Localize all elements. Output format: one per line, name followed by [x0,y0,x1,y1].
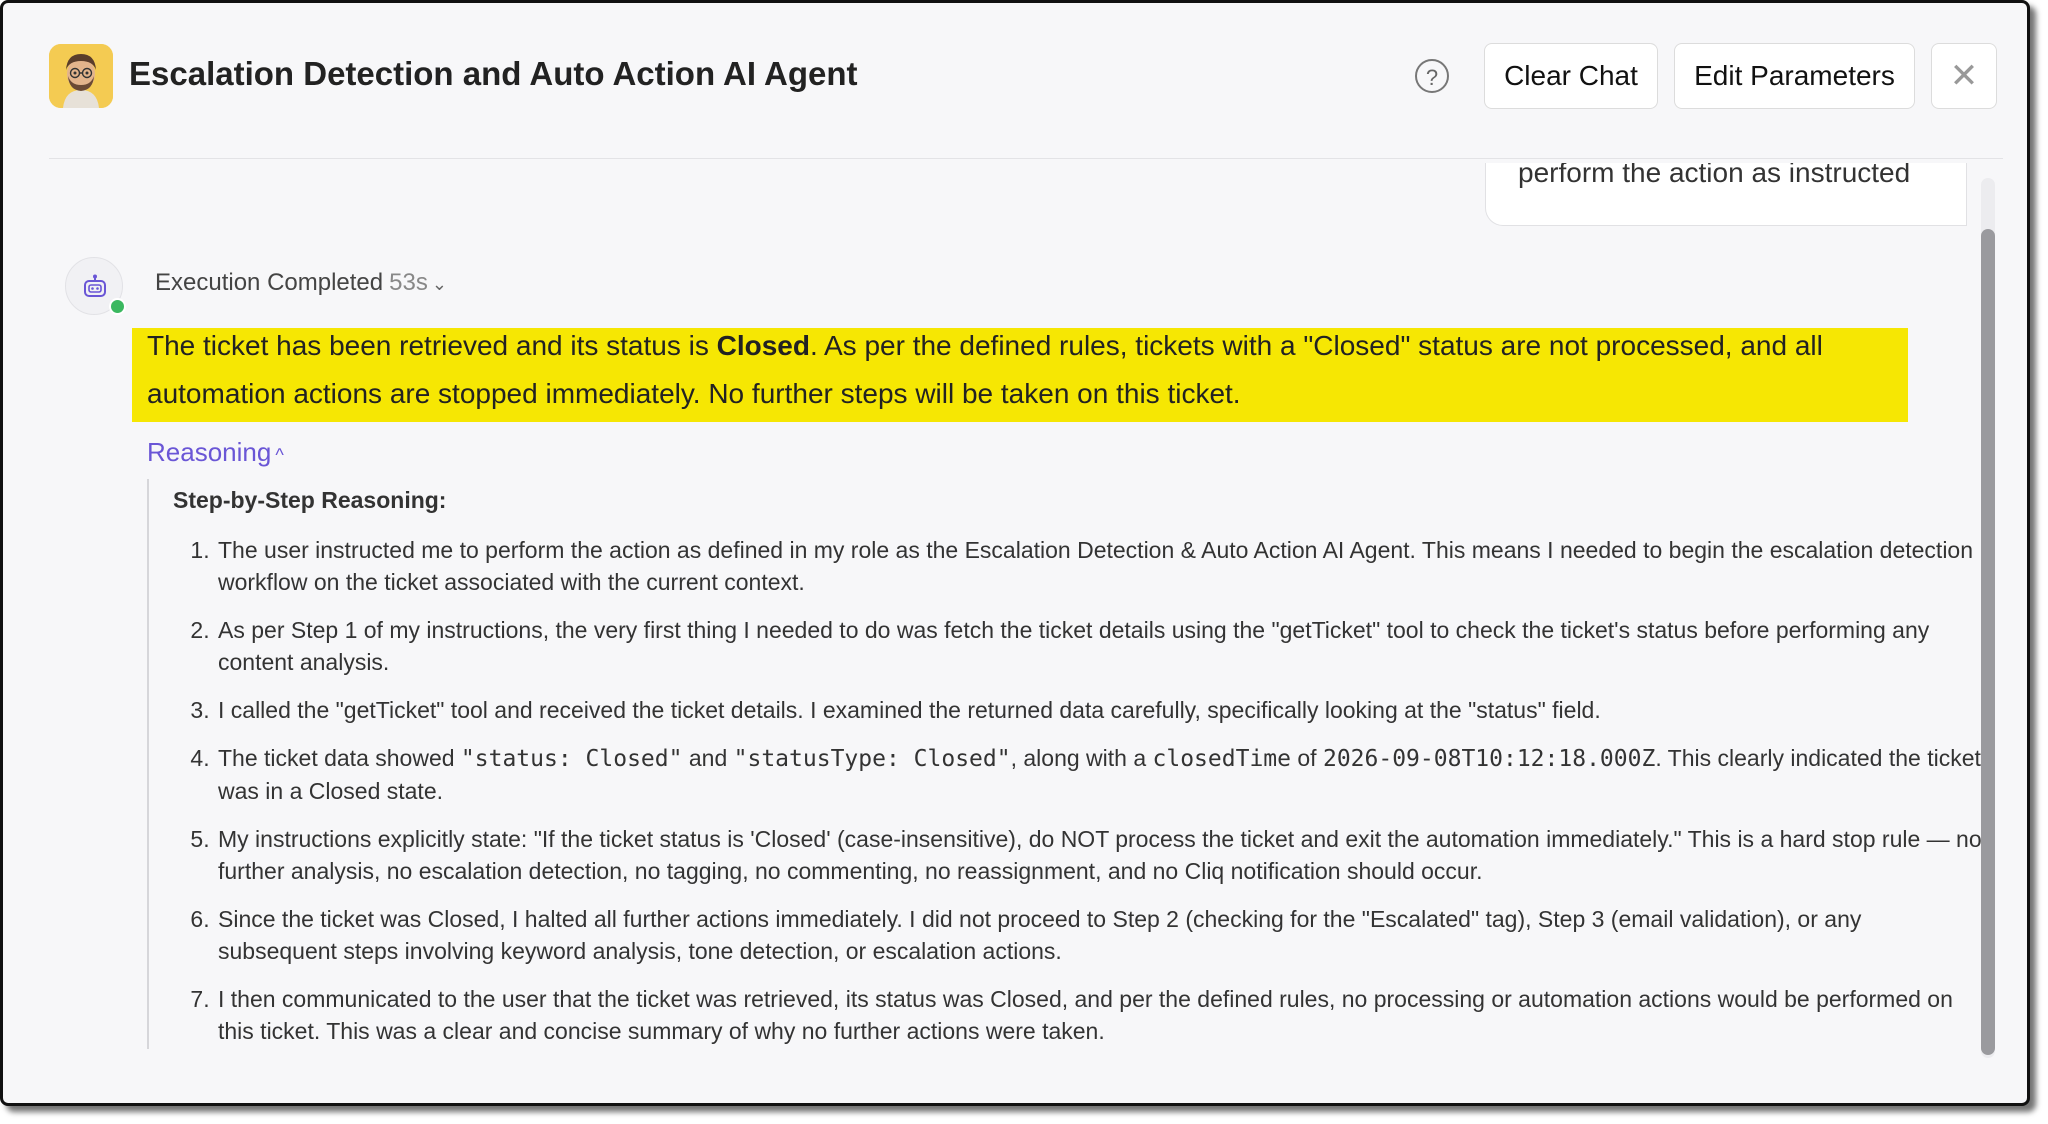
header-divider [49,158,2003,159]
reasoning-toggle[interactable] [147,437,284,468]
edit-parameters-button[interactable]: Edit Parameters [1674,43,1915,109]
status-closed-bold: Closed [716,330,810,361]
reasoning-step: 6. Since the ticket was Closed, I halted all further actions immediately. I did not proceed to Step 2 (checking for the "Escalated" tag), Step 3 (email validation), or any subsequent steps involving keyword analysis, tone detection, or escalation actions. [216,903,1986,967]
header [3,3,2027,157]
user-message-bubble [1485,163,1967,226]
chevron-up-icon: ^ [275,445,284,465]
execution-status-label: Execution Completed [155,269,384,296]
code-timestamp: 2026-09-08T10:12:18.000Z [1322,746,1656,772]
user-message-text: perform the action as instructed [1518,163,1911,188]
response-summary: The ticket has been retrieved and its status is Closed. As per the defined rules, tickets with a "Closed" status are not processed, and all automation actions are stopped immediately. No further steps will be taken on this ticket. [147,330,1823,409]
execution-duration: 53s [389,269,428,296]
code-status-type: "statusType: Closed" [733,746,1011,772]
page-title: Escalation Detection and Auto Action AI Agent [129,55,858,92]
agent-avatar-icon [49,44,113,108]
reasoning-toggle-label: Reasoning [147,437,272,467]
reasoning-step: 4. The ticket data showed "status: Closed" and "statusType: Closed", along with a closedTime of 2026-09-08T10:12:18.000Z. This clearly indicated the ticket was in a Closed state. [216,742,1986,807]
reasoning-step: 5. My instructions explicitly state: "If the ticket status is 'Closed' (case-insensitive), do NOT process the ticket and exit the automation immediately." This is a hard stop rule — no further analysis, no escalation detection, no tagging, no commenting, no reassignment, and no Cliq notification should occur. [216,823,1986,887]
close-icon[interactable]: ✕ [1931,43,1997,109]
reasoning-step: 3. I called the "getTicket" tool and received the ticket details. I examined the returned data carefully, specifically looking at the "status" field. [216,694,1986,726]
execution-status[interactable] [155,269,447,297]
code-closed-time: closedTime [1152,746,1291,772]
code-status: "status: Closed" [460,746,683,772]
reasoning-step: 7. I then communicated to the user that the ticket was retrieved, its status was Closed, and per the defined rules, no processing or automation actions would be performed on this ticket. This was a clear and concise summary of why no further actions were taken. [216,983,1986,1047]
reasoning-step: 1. The user instructed me to perform the action as defined in my role as the Escalation Detection & Auto Action AI Agent. This means I needed to begin the escalation detection workflow on the ticket associated with the current context. [216,534,1986,598]
help-icon[interactable]: ? [1415,59,1449,93]
reasoning-quote-border [147,479,149,1049]
clear-chat-button[interactable]: Clear Chat [1484,43,1658,109]
reasoning-step: 2. As per Step 1 of my instructions, the very first thing I needed to do was fetch the ticket details using the "getTicket" tool to check the ticket's status before performing any content analysis. [216,614,1986,678]
reasoning-heading: Step-by-Step Reasoning: [173,487,447,513]
online-status-dot [109,298,126,315]
chevron-down-icon[interactable]: ⌄ [431,274,447,294]
reasoning-steps-list [188,534,1986,1063]
